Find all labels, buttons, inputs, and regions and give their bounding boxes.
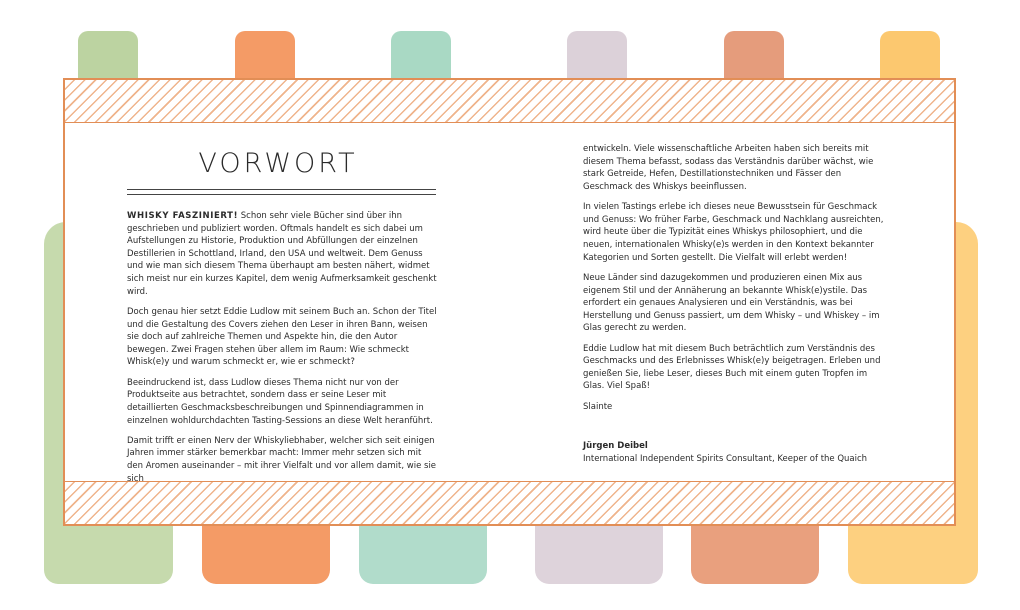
right-column [583, 143, 891, 466]
bottle-mint-neck [391, 31, 451, 81]
hatched-band-top [65, 80, 954, 123]
bottle-terracotta-neck [724, 31, 784, 81]
author-role: International Independent Spirits Consultant, Keeper of the Quaich [583, 454, 868, 465]
left-column [127, 210, 437, 493]
bottle-yellow-neck [880, 31, 940, 81]
bottle-orange-neck [235, 31, 295, 81]
author-name: Jürgen Deibel [583, 441, 648, 452]
paragraph: Eddie Ludlow hat mit diesem Buch beträchtlich zum Verständnis des Geschmacks und des Erlebnisses Whisk(e)y beigetragen. Erleben und genießen Sie, liebe Leser, dieses Buch mit einem guten Tropfen im Glas. Viel Spaß! [583, 343, 881, 392]
paragraph: Doch genau hier setzt Eddie Ludlow mit seinem Buch an. Schon der Titel und die Gestaltung des Covers ziehen den Leser in ihren Bann, weisen sie doch auf zahlreiche Themen und Aspekte hin, die den Autor bewegen. Zwei Fragen stehen über allem im Raum: Wie schmeckt Whisk(e)y und warum schmeckt er, wie er schmeckt? [127, 306, 437, 368]
paragraph: entwickeln. Viele wissenschaftliche Arbeiten haben sich bereits mit diesem Thema befasst, sodass das Verständnis darüber wächst, wie stark Getreide, Hefen, Destillationstechniken und Fässer den Geschmack des Whiskys beeinflussen. [583, 144, 874, 192]
paragraph: Beeindruckend ist, dass Ludlow dieses Thema nicht nur von der Produktseite aus betrachtet, sondern dass er seine Leser mit detaillierten Geschmacksbeschreibungen und Spinnendiagrammen in einzelnen wohldurchdachten Tasting-Sessions an diese Welt heranführt. [127, 377, 433, 426]
paragraph [127, 210, 437, 298]
title-rule-upper [127, 189, 436, 190]
paragraph-text: Schon sehr viele Bücher sind über ihn geschrieben und publiziert worden. Oftmals handelt es sich dabei um Aufstellungen zu Historie, Produktion und Abfüllungen der einzelnen Destillerien in Schottland, Irland, den USA und weltweit. Dem Genuss und wie man sich diesem Thema überhaupt am besten nähert, widmet sich meist nur ein kurzes Kapitel, dem wenig Aufmerksamkeit geschenkt wird. [127, 211, 437, 297]
title-rule-lower [127, 194, 436, 195]
bottle-green-neck [78, 31, 138, 81]
paragraph: Neue Länder sind dazugekommen und produzieren einen Mix aus eigenem Stil und der Annäherung an bekannte Whisk(e)ystile. Das erfordert ein genaues Analysieren und ein Verständnis, was bei Herstellung und Genuss passiert, um dem Whisky – und Whiskey – im Glas gerecht zu werden. [583, 272, 880, 334]
bottle-lilac-neck [567, 31, 627, 81]
paragraph: Damit trifft er einen Nerv der Whiskyliebhaber, welcher sich seit einigen Jahren immer stärker bemerkbar macht: Immer mehr setzen sich mit den Aromen auseinander – mit ihrer Vielfalt und vor allem damit, wie sie sich [127, 435, 437, 484]
closing-word: Slainte [583, 401, 613, 412]
lead-in: WHISKY FASZINIERT! [127, 211, 239, 221]
paragraph: In vielen Tastings erlebe ich dieses neue Bewusstsein für Geschmack und Genuss: Wo früher Farbe, Geschmack und Nachklang ausreichten, wird heute über die Typizität eines Whiskys philosophiert, und die neuen, internationalen Whisky(e)s werden in den Kontext bekannter Kategorien und Sorten gestellt. Die Vielfalt will erlebt werden! [583, 202, 884, 263]
page-title: VORWORT [198, 148, 358, 179]
